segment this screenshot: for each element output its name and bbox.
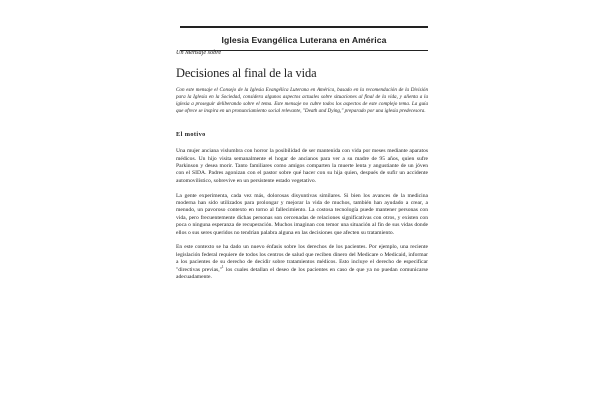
body-paragraph-3-tail: los cuales detallan el deseo de los pacientes en caso de que ya no puedan comunicarse adecuadamente. <box>176 266 429 281</box>
document-title: Decisiones al final de la vida <box>176 66 317 80</box>
body-paragraph-3-main: En este contexto se ha dado un nuevo énfasis sobre los derechos de los pacientes. Por ejemplo, una reciente legislación federal requiere de todos los centros de salud que reciben dinero del Medicare o Medicaid, informar a los pacientes de su derecho de decidir sobre tratamientos médicos. Esto incluye el derecho de especificar "directivas previas," <box>176 244 428 273</box>
footnote-marker: 1 <box>221 264 224 269</box>
document-page <box>176 44 428 289</box>
body-paragraph-3 <box>176 244 428 281</box>
intro-paragraph: Con este mensaje el Consejo de la Iglesia Evangélica Luterana en América, basado en la recomendación de la División para la Iglesia en la Sociedad, considera algunos aspectos actuales sobre situaciones al final de la vida, y alienta a la iglesia a proseguir deliberando sobre el tema. Este mensaje no cubre todos los aspectos de este complejo tema. La guía que ofrece se inspira en un pronunciamiento social relevante, "Death and Dying," preparado por una iglesia predecesora. <box>176 87 428 115</box>
section-title: El motivo <box>176 131 206 139</box>
kicker-text: Un Mensaje sobre <box>176 49 222 56</box>
body-paragraph-1: Una mujer anciana vislumbra con horror la posibilidad de ser mantenida con vida por meses mediante aparatos médicos. Un hijo visita semanalmente el hogar de ancianos para ver a su madre de 95 años, quien sufre Parkinson y desea morir. Tanto familiares como amigos comparten la muerte lenta y angustiante de un jóven con el SIDA. Padres agonizan con el pastor sobre qué hacer con su hija quien, después de sufir un accidente automovilístico, sobrevive en un persistente estado vegetativo. <box>176 148 428 184</box>
header-text: Iglesia Evangélica Luterana en América <box>221 35 387 45</box>
body-paragraph-2: La gente experimenta, cada vez más, dolorosas disyuntivas similares. Si bien los avances de la medicina moderna han sido utilizados para prolongar y mejorar la vida de muchos, también han ayudado a crear, a menudo, un pavoroso contexto en torno al fallecimiento. La costosa tecnología puede mantener personas con vida, pero frecuentemente dichas personas son cercenadas de relaciones significativas con otros, y existen con poca o ninguna esperanza de recuperación. Muchos imaginan con temor una situación al fin de sus vidas donde ellos o sus seres queridos no tendrían palabra alguna en las decisiones que afecten su tratamiento. <box>176 192 428 236</box>
